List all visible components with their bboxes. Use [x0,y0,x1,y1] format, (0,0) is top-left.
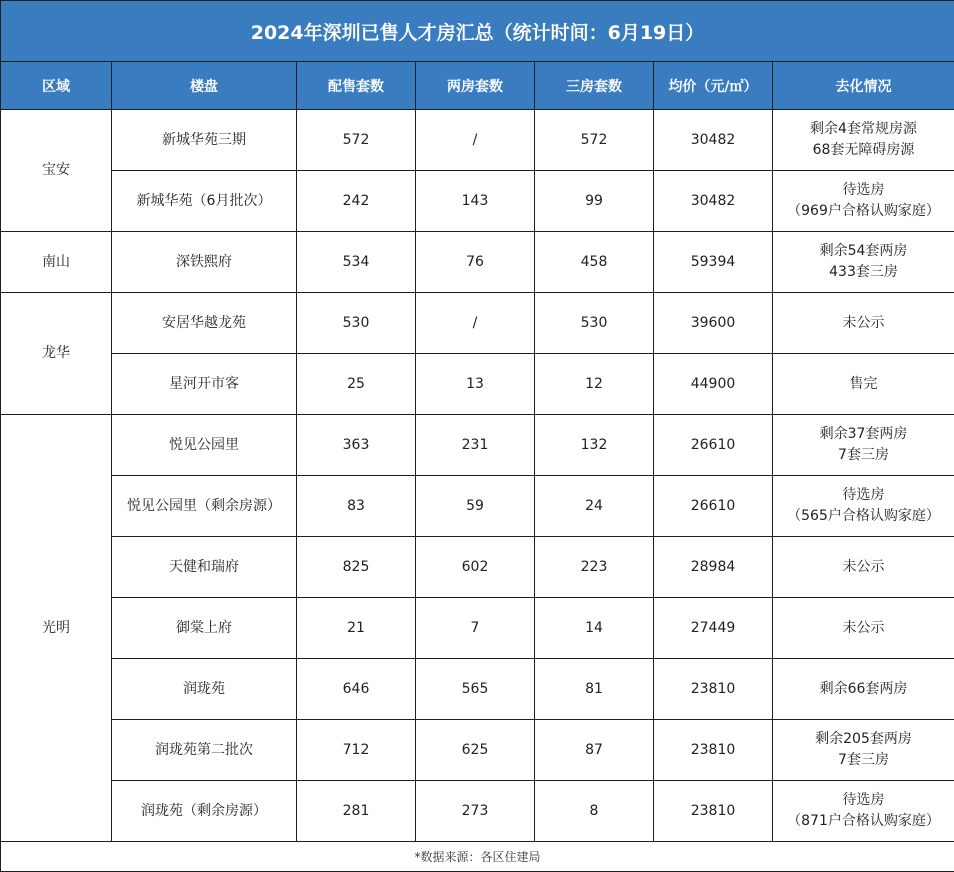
total-units-cell: 530 [297,293,416,354]
status-line: 未公示 [777,557,950,578]
header-region: 区域 [1,62,112,110]
avg-price-cell: 28984 [654,537,773,598]
project-cell: 星河开市客 [112,354,297,415]
two-room-cell: 7 [416,598,535,659]
status-line: 剩余4套常规房源 [777,119,950,140]
status-cell [773,354,954,415]
two-room-cell: 76 [416,232,535,293]
avg-price-cell: 59394 [654,232,773,293]
status-cell [773,110,954,171]
avg-price-cell: 26610 [654,476,773,537]
status-cell [773,781,954,842]
status-cell [773,415,954,476]
table-row [1,293,954,354]
region-cell: 龙华 [1,293,112,415]
status-line: （565户合格认购家庭） [777,506,950,527]
total-units-cell: 83 [297,476,416,537]
status-cell [773,293,954,354]
three-room-cell: 81 [535,659,654,720]
two-room-cell: 625 [416,720,535,781]
status-line: 7套三房 [777,445,950,466]
header-total-units: 配售套数 [297,62,416,110]
region-cell: 光明 [1,415,112,842]
total-units-cell: 242 [297,171,416,232]
avg-price-cell: 23810 [654,781,773,842]
avg-price-cell: 26610 [654,415,773,476]
status-line: （969户合格认购家庭） [777,201,950,222]
total-units-cell: 281 [297,781,416,842]
total-units-cell: 25 [297,354,416,415]
two-room-cell: / [416,110,535,171]
table-row [1,354,954,415]
avg-price-cell: 44900 [654,354,773,415]
two-room-cell: 565 [416,659,535,720]
three-room-cell: 223 [535,537,654,598]
three-room-cell: 530 [535,293,654,354]
avg-price-cell: 30482 [654,110,773,171]
status-line: 剩余66套两房 [777,679,950,700]
status-cell [773,537,954,598]
header-three-room: 三房套数 [535,62,654,110]
two-room-cell: 273 [416,781,535,842]
three-room-cell: 87 [535,720,654,781]
project-cell: 新城华苑（6月批次） [112,171,297,232]
status-line: 待选房 [777,485,950,506]
project-cell: 新城华苑三期 [112,110,297,171]
status-cell [773,659,954,720]
table-row [1,232,954,293]
table-row [1,598,954,659]
total-units-cell: 363 [297,415,416,476]
avg-price-cell: 39600 [654,293,773,354]
status-line: 售完 [777,374,950,395]
table-title: 2024年深圳已售人才房汇总（统计时间：6月19日） [1,1,954,62]
project-cell: 深铁熙府 [112,232,297,293]
header-avg-price: 均价（元/㎡） [654,62,773,110]
status-line: 待选房 [777,790,950,811]
project-cell: 御棠上府 [112,598,297,659]
header-two-room: 两房套数 [416,62,535,110]
status-line: 剩余205套两房 [777,729,950,750]
status-cell [773,232,954,293]
status-line: （871户合格认购家庭） [777,811,950,832]
project-cell: 润珑苑第二批次 [112,720,297,781]
total-units-cell: 572 [297,110,416,171]
avg-price-cell: 23810 [654,720,773,781]
avg-price-cell: 23810 [654,659,773,720]
status-line: 剩余37套两房 [777,424,950,445]
two-room-cell: 231 [416,415,535,476]
avg-price-cell: 27449 [654,598,773,659]
three-room-cell: 8 [535,781,654,842]
header-row [1,62,954,110]
total-units-cell: 825 [297,537,416,598]
table-row [1,537,954,598]
table-row [1,415,954,476]
total-units-cell: 712 [297,720,416,781]
three-room-cell: 572 [535,110,654,171]
project-cell: 润珑苑（剩余房源） [112,781,297,842]
three-room-cell: 99 [535,171,654,232]
status-line: 剩余54套两房 [777,241,950,262]
table-row [1,720,954,781]
project-cell: 悦见公园里（剩余房源） [112,476,297,537]
status-cell [773,171,954,232]
status-cell [773,720,954,781]
avg-price-cell: 30482 [654,171,773,232]
project-cell: 润珑苑 [112,659,297,720]
two-room-cell: 602 [416,537,535,598]
table-row [1,476,954,537]
region-cell: 宝安 [1,110,112,232]
project-cell: 悦见公园里 [112,415,297,476]
status-line: 待选房 [777,180,950,201]
header-project: 楼盘 [112,62,297,110]
three-room-cell: 12 [535,354,654,415]
three-room-cell: 458 [535,232,654,293]
status-line: 未公示 [777,618,950,639]
table-row [1,781,954,842]
table-row [1,110,954,171]
two-room-cell: 143 [416,171,535,232]
status-line: 68套无障碍房源 [777,140,950,161]
three-room-cell: 24 [535,476,654,537]
status-cell [773,598,954,659]
project-cell: 天健和瑞府 [112,537,297,598]
two-room-cell: / [416,293,535,354]
status-line: 7套三房 [777,750,950,771]
three-room-cell: 14 [535,598,654,659]
project-cell: 安居华越龙苑 [112,293,297,354]
table-row [1,659,954,720]
three-room-cell: 132 [535,415,654,476]
two-room-cell: 59 [416,476,535,537]
data-source-note: *数据来源：各区住建局 [1,842,954,872]
two-room-cell: 13 [416,354,535,415]
table-row [1,171,954,232]
total-units-cell: 534 [297,232,416,293]
status-cell [773,476,954,537]
status-line: 433套三房 [777,262,950,283]
table-body [1,110,954,842]
header-status: 去化情况 [773,62,954,110]
status-line: 未公示 [777,313,950,334]
total-units-cell: 21 [297,598,416,659]
region-cell: 南山 [1,232,112,293]
total-units-cell: 646 [297,659,416,720]
